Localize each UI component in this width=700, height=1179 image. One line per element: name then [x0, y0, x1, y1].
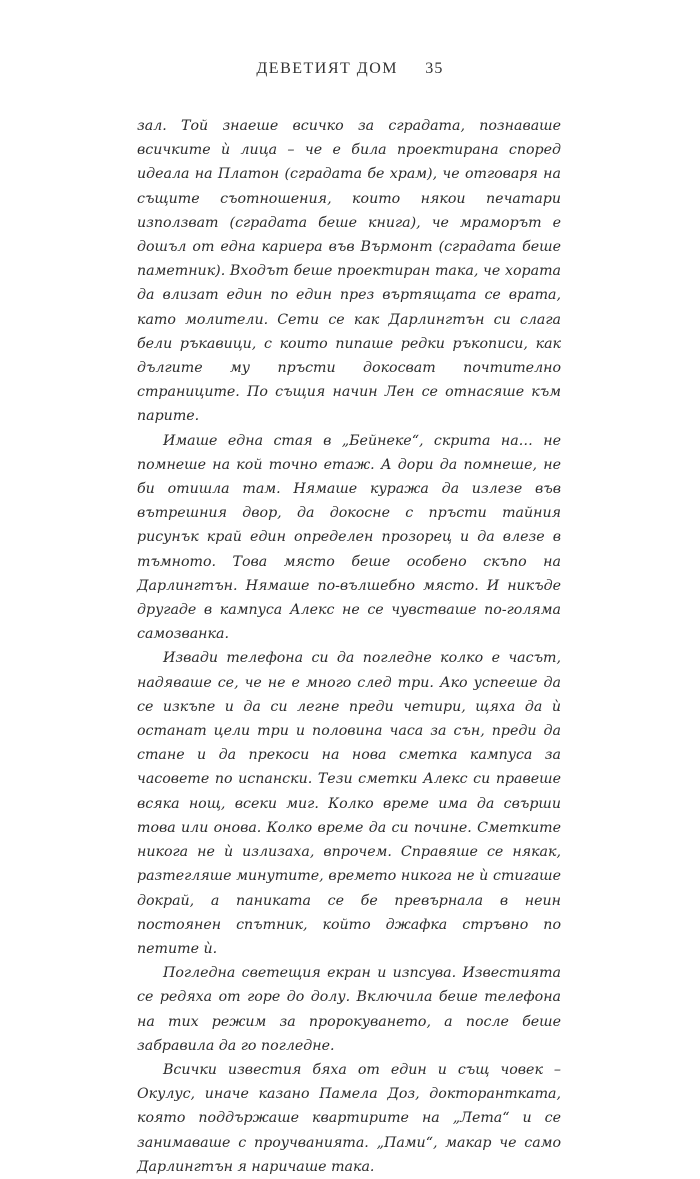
page-number: 35 [425, 60, 444, 77]
body-text [137, 114, 561, 1179]
paragraph: Извади телефона си да погледне колко е часът, надяваше се, че не е много след три. Ако успееше да се изкъпе и да си легне преди четири, щяха да ѝ останат цели три и половина часа за сън, преди да стане и да прекоси на нова сметка кампуса за часовете по испански. Тези сметки Алекс си правеше всяка нощ, всеки миг. Колко време има да свърши това или онова. Колко време да си почине. Сметките никога не ѝ излизаха, впрочем. Справяше се някак, разтегляше минутите, времето никога не ѝ стигаше докрай, а паниката се бе превърнала в неин постоянен спътник, който джафка стръвно по петите ѝ. [137, 650, 561, 957]
paragraph: Имаше една стая в „Бейнеке“, скрита на… не помнеше на кой точно етаж. А дори да помнеше, не би отишла там. Нямаше куража да излезе във вътрешния двор, да докосне с пръсти тайния рисунък край един определен прозорец и да влезе в тъмното. Това място беше особено скъпо на Дарлингтън. Нямаше по-вълшебно място. И никъде другаде в кампуса Алекс не се чувстваше по-голяма самозванка. [137, 432, 561, 643]
running-head [0, 60, 700, 78]
paragraph: Погледна светещия екран и изпсува. Известията се редяха от горе до долу. Включила беше телефона на тих режим за пророкуването, а после беше забравила да го погледне. [137, 965, 561, 1054]
paragraph: зал. Той знаеше всичко за сградата, познаваше всичките ѝ лица – че е била проектирана според идеала на Платон (сградата бе храм), че отговаря на същите съотношения, които някои печатари използват (сградата беше книга), че мраморът е дошъл от една кариера във Върмонт (сградата беше паметник). Входът беше проектиран така, че хората да влизат един по един през въртящата се врата, като молители. Сети се как Дарлингтън си слага бели ръкавици, с които пипаше редки ръкописи, как дългите му пръсти докосват почтително страниците. По същия начин Лен се отнасяше към парите. [137, 118, 561, 425]
paragraph: Всички известия бяха от един и същ човек – Окулус, иначе казано Памела Доз, докторантката, която поддържаше квартирите на „Лета“ и се занимаваше с проучванията. „Пами“, макар че само Дарлингтън я наричаше така. [137, 1061, 561, 1175]
chapter-title: ДЕВЕТИЯТ ДОМ [256, 60, 398, 77]
